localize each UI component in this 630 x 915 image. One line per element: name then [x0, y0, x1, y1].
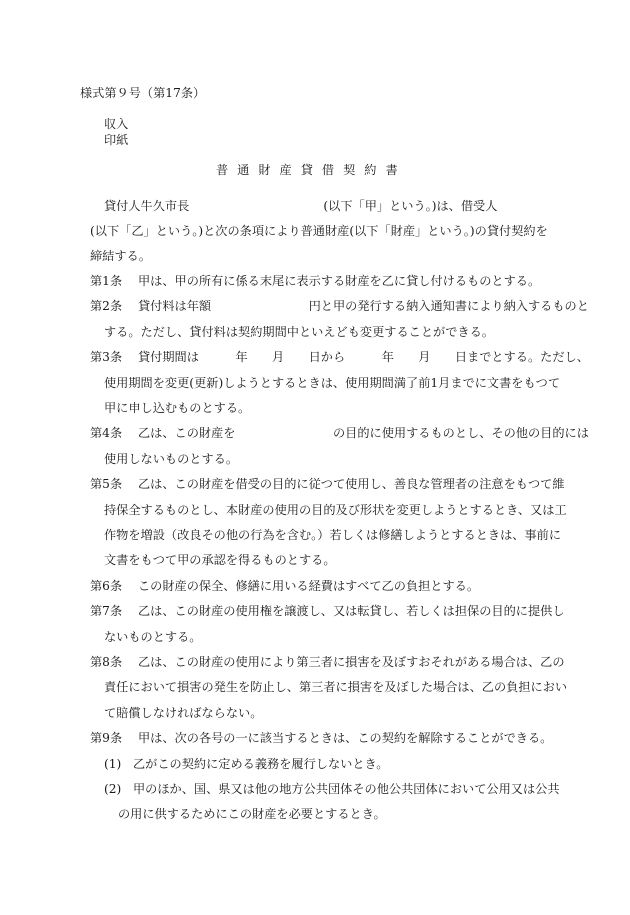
item-1-line-1: 乙がこの契約に定める義務を履行しないとき。	[133, 756, 389, 771]
revenue-stamp-label-line2: 印紙	[104, 133, 129, 147]
article-7-line-2: ないものとする。	[104, 629, 202, 644]
article-4-line-2: 使用しないものとする。	[104, 451, 239, 466]
article-5-label: 第5条	[90, 477, 123, 492]
article-4-label: 第4条	[90, 426, 123, 441]
article-2-label: 第2条	[90, 299, 123, 314]
article-5-line-3: 作物を増設（改良その他の行為を含む。）若しくは修繕しようとするときは、事前に	[104, 528, 562, 542]
article-2-line-2: する。ただし、貸付料は契約期間中といえども変更することができる。	[104, 324, 494, 339]
article-3-line-1: 貸付期間は 年 月 日から 年 月 日までとする。ただし、	[138, 350, 589, 365]
item-1-label: (1)	[104, 756, 122, 771]
article-3-line-2: 使用期間を変更(更新)しようとするときは、使用期間満了前1月までに文書をもつて	[104, 375, 561, 390]
revenue-stamp-label-line1: 収入	[104, 117, 129, 131]
article-4-line-1: 乙は、この財産を の目的に使用するものとし、その他の目的には	[138, 426, 589, 441]
article-1-line-1: 甲は、甲の所有に係る末尾に表示する財産を乙に貸し付けるものとする。	[138, 274, 541, 288]
document-title: 普通財産貸借契約書	[216, 163, 407, 177]
preamble-line-2: (以下「乙」という。)と次の条項により普通財産(以下「財産」という。)の貸付契約を	[90, 224, 548, 238]
article-5-line-2: 持保全するものとし、本財産の使用の目的及び形状を変更しようとするとき、又は工	[104, 502, 567, 517]
article-5-line-4: 文書をもつて甲の承認を得るものとする。	[104, 553, 336, 568]
article-9-label: 第9条	[90, 731, 123, 746]
article-8-label: 第8条	[90, 655, 123, 669]
form-number: 様式第９号（第17条）	[80, 86, 206, 100]
item-2-line-1: 甲のほか、国、県又は他の地方公共団体その他公共団体において公用又は公共	[133, 782, 560, 796]
article-2-line-1: 貸付料は年額 円と甲の発行する納入通知書により納入するものと	[138, 299, 589, 314]
article-9-line-1: 甲は、次の各号の一に該当するときは、この契約を解除することができる。	[138, 731, 553, 746]
item-2-line-2: の用に供するためにこの財産を必要とするとき。	[118, 807, 386, 822]
article-6-label: 第6条	[90, 578, 123, 593]
preamble-line-3: 締結する。	[90, 249, 151, 263]
article-8-line-1: 乙は、この財産の使用により第三者に損害を及ぼすおそれがある場合は、乙の	[138, 655, 565, 669]
article-8-line-2: 責任において損害の発生を防止し、第三者に損害を及ぼした場合は、乙の負担におい	[104, 680, 568, 695]
article-6-line-1: この財産の保全、修繕に用いる経費はすべて乙の負担とする。	[138, 578, 480, 593]
preamble-line-1: 貸付人牛久市長 (以下「甲」という。)は、借受人	[104, 199, 498, 213]
article-3-label: 第3条	[90, 350, 123, 365]
item-2-label: (2)	[104, 782, 122, 796]
article-7-line-1: 乙は、この財産の使用権を譲渡し、又は転貸し、若しくは担保の目的に提供し	[138, 604, 565, 619]
article-3-line-3: 甲に申し込むものとする。	[104, 401, 251, 415]
article-7-label: 第7条	[90, 604, 123, 619]
article-8-line-3: て賠償しなければならない。	[104, 705, 263, 720]
article-5-line-1: 乙は、この財産を借受の目的に従つて使用し、善良な管理者の注意をもつて維	[138, 477, 565, 492]
article-1-label: 第1条	[90, 274, 123, 288]
